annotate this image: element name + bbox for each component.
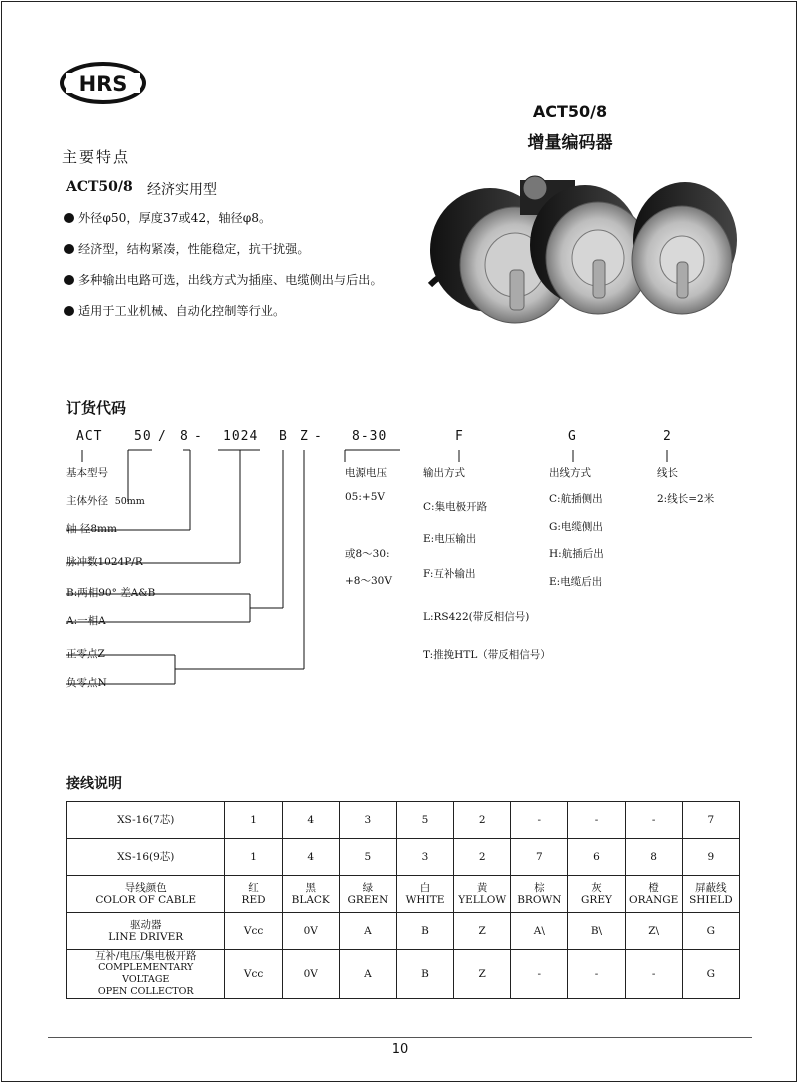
code-phase: B — [279, 429, 288, 444]
wiring-cell — [568, 876, 625, 913]
wiring-row-header-line: LINE DRIVER — [108, 931, 184, 943]
label-a-phase: A:一相A — [66, 615, 106, 627]
wiring-cell — [454, 876, 511, 913]
wiring-cell-line: 绿 — [362, 882, 374, 894]
wiring-cell: B\ — [568, 913, 625, 950]
features-type: 经济实用型 — [147, 182, 217, 198]
code-shaft: 8 — [180, 429, 189, 444]
output-option: F:互补输出 — [423, 568, 476, 580]
wiring-cell-line: 屏蔽线 — [695, 882, 727, 894]
wiring-cell: 6 — [568, 839, 625, 876]
wiring-row-header — [67, 802, 225, 839]
wiring-table-row — [67, 876, 740, 913]
wiring-table-row — [67, 950, 740, 999]
output-option: L:RS422(带反相信号) — [423, 611, 530, 623]
wiring-row-header-line: 导线颜色 — [124, 882, 167, 894]
wiring-cell: A\ — [511, 913, 568, 950]
label-base-model: 基本型号 — [66, 467, 108, 479]
wiring-cell: 0V — [282, 913, 339, 950]
order-code-title: 订货代码 — [66, 399, 127, 417]
code-slash: / — [158, 429, 167, 444]
voltage-option: 05:+5V — [345, 491, 385, 503]
wiring-cell: - — [511, 802, 568, 839]
code-dash: - — [194, 429, 203, 444]
wiring-row-header — [67, 913, 225, 950]
wiring-cell-line: 白 — [419, 882, 431, 894]
wiring-row-header — [67, 950, 225, 999]
wiring-row-header-line: VOLTAGE — [122, 974, 170, 985]
wiring-cell — [625, 876, 682, 913]
wiring-cell: Vcc — [225, 950, 282, 999]
code-output: F — [455, 429, 464, 444]
wiring-cell: 1 — [225, 839, 282, 876]
wiring-cell: 0V — [282, 950, 339, 999]
wiring-cell: - — [568, 802, 625, 839]
code-voltage: 8-30 — [352, 429, 388, 444]
wiring-cell: A — [339, 913, 396, 950]
wiring-row-header-line: COLOR OF CABLE — [95, 894, 197, 906]
wiring-cell: 7 — [511, 839, 568, 876]
wiring-table-row — [67, 839, 740, 876]
wiring-row-header-line: XS-16(9芯) — [117, 851, 175, 863]
wiring-cell: 1 — [225, 802, 282, 839]
code-zero: Z — [300, 429, 309, 444]
wiring-cell-line: 黄 — [476, 882, 488, 894]
code-cable-length: 2 — [663, 429, 672, 444]
wiring-cell-line: 红 — [248, 882, 259, 894]
features-model: ACT50/8 — [66, 179, 133, 195]
wiring-row-header-line: OPEN COLLECTOR — [97, 986, 194, 997]
wiring-cell: Vcc — [225, 913, 282, 950]
page-number: 10 — [391, 1042, 409, 1057]
wiring-cell: - — [568, 950, 625, 999]
code-dash: - — [314, 429, 323, 444]
code-base-model: ACT — [76, 429, 103, 444]
wiring-cell-line: BROWN — [517, 894, 562, 906]
wiring-cell-line: 黑 — [305, 882, 316, 894]
wiring-out-title: 出线方式 — [549, 467, 591, 479]
cable-length-title: 线长 — [657, 467, 678, 479]
label-z-positive: 正零点Z — [66, 648, 105, 660]
wiring-out-option: H:航插后出 — [549, 548, 604, 560]
wiring-row-header-line: 互补/电压/集电极开路 — [94, 950, 197, 962]
wiring-cell-line: RED — [241, 894, 266, 906]
voltage-title: 电源电压 — [345, 467, 387, 479]
wiring-cell — [511, 876, 568, 913]
wiring-cell: Z — [454, 913, 511, 950]
wiring-cell: B — [396, 913, 453, 950]
label-z-negative: 负零点N — [66, 677, 107, 689]
wiring-cell-line: GREY — [581, 894, 612, 906]
wiring-cell — [682, 876, 739, 913]
wiring-cell — [282, 876, 339, 913]
wiring-cell-line: ORANGE — [628, 894, 679, 906]
wiring-table-row — [67, 802, 740, 839]
wiring-cell-line: 棕 — [534, 882, 545, 894]
svg-text:HRS: HRS — [78, 72, 128, 96]
wiring-cell-line: 橙 — [648, 882, 659, 894]
wiring-cell: 5 — [339, 839, 396, 876]
code-wiring-out: G — [568, 429, 577, 444]
wiring-cell: 3 — [396, 839, 453, 876]
wiring-cell: 8 — [625, 839, 682, 876]
wiring-row-header — [67, 876, 225, 913]
wiring-cell: Z — [454, 950, 511, 999]
wiring-cell: Z\ — [625, 913, 682, 950]
wiring-table-row — [67, 913, 740, 950]
label-pulses: 脉冲数1024P/R — [66, 556, 143, 568]
wiring-out-option: E:电缆后出 — [549, 576, 603, 588]
feature-item: 外径φ50，厚度37或42，轴径φ8。 — [64, 209, 271, 226]
wiring-cell-line: 灰 — [591, 882, 602, 894]
wiring-cell-line: GREEN — [347, 894, 389, 906]
wiring-cell: 4 — [282, 839, 339, 876]
model-heading: ACT50/8 — [532, 102, 608, 121]
voltage-option: +8～30V — [345, 575, 392, 587]
wiring-cell: 4 — [282, 802, 339, 839]
voltage-option: 或8～30: — [345, 548, 390, 560]
product-name: 增量编码器 — [527, 133, 613, 153]
wiring-cell-line: BLACK — [291, 894, 330, 906]
wiring-cell-line: SHIELD — [689, 894, 733, 906]
wiring-cell: 9 — [682, 839, 739, 876]
wiring-cell — [225, 876, 282, 913]
feature-item: 适用于工业机械、自动化控制等行业。 — [64, 302, 285, 319]
footer-divider — [48, 1037, 752, 1038]
wiring-row-header-line: COMPLEMENTARY — [98, 962, 194, 973]
feature-item: 经济型，结构紧凑，性能稳定，抗干扰强。 — [64, 240, 310, 257]
wiring-cell: - — [511, 950, 568, 999]
wiring-out-option: G:电缆侧出 — [549, 521, 603, 533]
wiring-cell: G — [682, 950, 739, 999]
label-ab-phase: B:两相90° 差A&B — [66, 587, 156, 599]
code-diameter: 50 — [134, 429, 152, 444]
wiring-cell-line: WHITE — [405, 894, 445, 906]
features-title: 主要特点 — [62, 148, 131, 166]
wiring-cell: - — [625, 802, 682, 839]
wiring-cell: 2 — [454, 802, 511, 839]
wiring-row-header — [67, 839, 225, 876]
wiring-row-header-line: XS-16(7芯) — [117, 814, 175, 826]
label-body-diameter: 主体外径 50mm — [66, 495, 145, 507]
wiring-cell: 5 — [396, 802, 453, 839]
output-option: T:推挽HTL（带反相信号） — [423, 649, 551, 661]
wiring-cell: A — [339, 950, 396, 999]
wiring-cell: 3 — [339, 802, 396, 839]
wiring-cell — [339, 876, 396, 913]
feature-item: 多种输出电路可选，出线方式为插座、电缆侧出与后出。 — [64, 271, 383, 288]
output-title: 输出方式 — [423, 467, 465, 479]
wiring-out-option: C:航插侧出 — [549, 493, 603, 505]
wiring-table — [66, 801, 740, 999]
output-option: E:电压输出 — [423, 533, 477, 545]
wiring-row-header-line: 驱动器 — [129, 919, 162, 931]
wiring-cell: 2 — [454, 839, 511, 876]
output-option: C:集电极开路 — [423, 501, 488, 513]
wiring-cell: B — [396, 950, 453, 999]
wiring-cell-line: YELLOW — [458, 894, 507, 906]
label-shaft: 轴 径8mm — [66, 523, 117, 535]
wiring-cell: G — [682, 913, 739, 950]
wiring-title: 接线说明 — [66, 776, 122, 792]
wiring-cell — [396, 876, 453, 913]
cable-length-option: 2:线长=2米 — [657, 493, 715, 505]
wiring-cell: 7 — [682, 802, 739, 839]
code-pulses: 1024 — [223, 429, 259, 444]
wiring-cell: - — [625, 950, 682, 999]
